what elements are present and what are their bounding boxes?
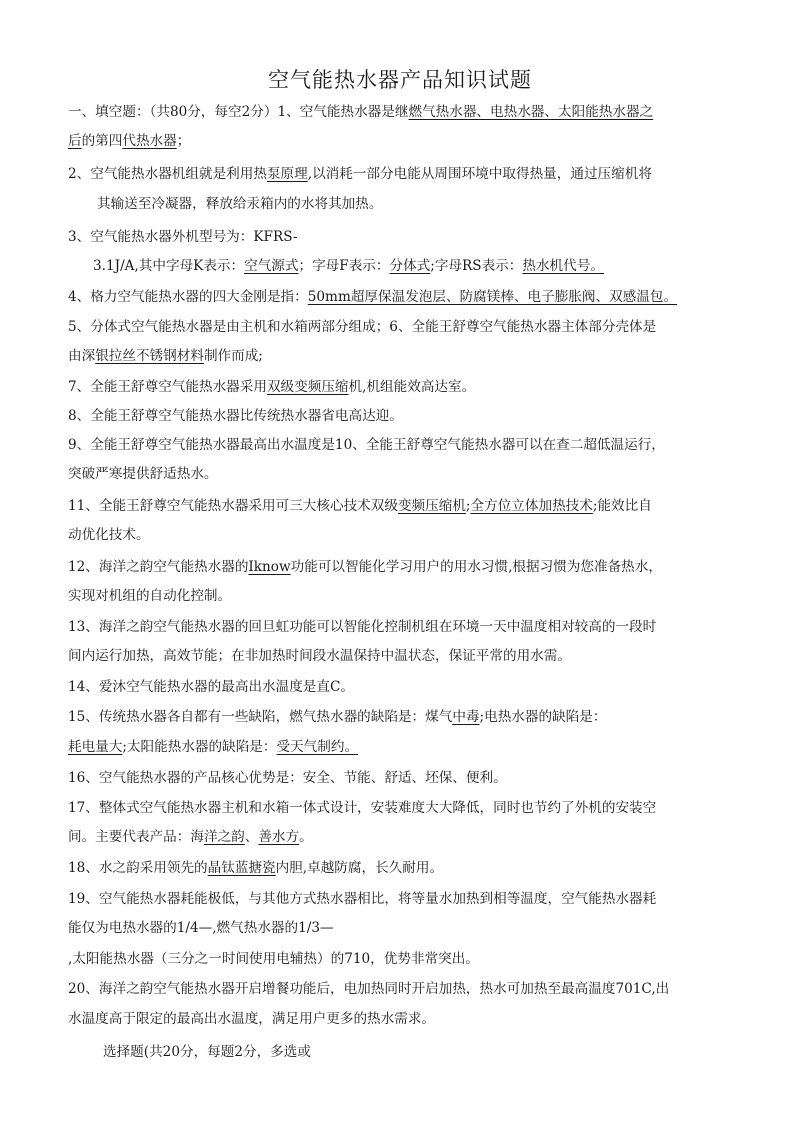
text-span: 动优化技术。 [68, 527, 150, 543]
text-span: ,太阳能热水器（三分之一时间使用电辅热）的710，优势非常突出。 [68, 951, 479, 967]
answer-underlined: 燃气热水器、电热水器、太阳能热水器之 [408, 104, 654, 120]
text-span: 的第四 [81, 133, 123, 149]
answer-underlined: 空气源式 [244, 258, 299, 274]
text-line [97, 194, 765, 214]
text-line [68, 827, 736, 847]
text-span: ； [176, 133, 191, 149]
answer-underlined: 热水机代号。 [522, 258, 604, 274]
text-span: 13、海洋之韵空气能热水器的回旦虹功能可以智能化控制机组在环境一天中温度相对较高的一段时 [68, 619, 657, 635]
text-span: 由深 [68, 348, 96, 364]
answer-underlined: 50mm超厚保温发泡层、防腐镁棒、电子膨胀阀、双感温包。 [307, 289, 678, 305]
text-line [68, 102, 736, 122]
text-line [68, 768, 736, 788]
text-line [68, 918, 736, 938]
answer-underlined: 泵原理 [266, 166, 308, 182]
text-line [68, 889, 736, 909]
text-span: 其输送至冷凝器，释放给汞箱内的水将其加热。 [97, 196, 383, 212]
answer-underlined: 银拉丝不锈钢材料 [95, 348, 204, 364]
answer-underlined: Iknow [248, 559, 291, 575]
text-line [68, 227, 736, 247]
answer-underlined: 善水方 [258, 829, 300, 845]
text-span: ,以消耗一部分电能从周围环境中取得热量，通过压缩机将 [307, 166, 652, 182]
text-line [68, 677, 736, 697]
text-span: ;能效比自 [592, 498, 652, 514]
text-line [68, 377, 736, 397]
answer-underlined: 晶钛蓝搪瓷 [207, 860, 276, 876]
text-span: 内胆,卓越防腐，长久耐用。 [275, 860, 444, 876]
text-span: 9、全能王舒尊空气能热水器最高出水温度是10、全能王舒尊空气能热水器可以在查二超低温运行， [68, 437, 665, 453]
text-span: 16、空气能热水器的产品核心优势是：安全、节能、舒适、坯保、便利。 [68, 770, 507, 786]
text-span: ；字母F表示： [298, 258, 390, 274]
text-line [68, 858, 736, 878]
text-span: 水温度高于限定的最高出水温度，满足用户更多的热水需求。 [68, 1011, 436, 1027]
text-span: 12、海洋之韵空气能热水器的 [68, 559, 249, 575]
text-line [68, 979, 736, 999]
text-line [68, 406, 736, 426]
text-line [68, 525, 736, 545]
text-span: 能仅为电热水器的1/4—,燃气热水器的1/3— [68, 920, 334, 936]
text-span: 20、海洋之韵空气能热水器开启增餐功能后，电加热同时开启加热，热水可加热至最高温度701C,出 [68, 981, 670, 997]
text-line [68, 557, 736, 577]
text-span: 一、填空题：（共80分，每空2分）1、空气能热水器是继 [68, 104, 409, 120]
text-span: 实现对机组的自动化控制。 [68, 588, 232, 604]
text-line [68, 464, 736, 484]
text-line [68, 317, 736, 337]
text-span: 制作而成; [203, 348, 263, 364]
text-span: 17、整体式空气能热水器主机和水箱一体式设计，安装难度大大降低，同时也节约了外机的安装空 [68, 800, 657, 816]
text-line [68, 949, 736, 969]
text-span: 选择题(共20分，每题2分，多选或 [103, 1044, 311, 1060]
answer-underlined: 耗电量大 [68, 739, 123, 755]
text-line [68, 737, 736, 757]
text-span: ;太阳能热水器的缺陷是： [122, 739, 277, 755]
text-span: 间。主要代表产品：海 [68, 829, 204, 845]
text-line [68, 646, 736, 666]
text-span: 5、分体式空气能热水器是由主机和水箱两部分组成；6、全能王舒尊空气能热水器主体部分壳体是 [68, 319, 657, 335]
text-line [68, 586, 736, 606]
text-span: 功能可以智能化学习用户的用水习惯,根据习惯为您准备热水， [290, 559, 662, 575]
text-line [93, 256, 761, 276]
text-line [68, 435, 736, 455]
text-span: 3、空气能热水器外机型号为：KFRS- [68, 229, 298, 245]
answer-underlined: 受天气制约。 [276, 739, 359, 755]
answer-underlined: 分体式 [389, 258, 431, 274]
text-span: 机,机组能效高达室。 [348, 379, 476, 395]
text-span: 、 [244, 829, 259, 845]
text-line [68, 164, 736, 184]
text-span: 14、爱沐空气能热水器的最高出水温度是直C。 [68, 679, 354, 695]
text-span: 。 [299, 829, 313, 845]
answer-underlined: 后 [68, 133, 82, 149]
text-line [68, 496, 736, 516]
section-heading [103, 1042, 771, 1062]
answer-underlined: 全方位立体加热技术 [470, 498, 593, 514]
text-line [68, 707, 736, 727]
text-span: ;电热水器的缺陷是： [479, 709, 607, 725]
text-line [68, 1009, 736, 1029]
text-line [68, 798, 736, 818]
text-span: 8、全能王舒尊空气能热水器比传统热水器省电高达迎。 [68, 408, 403, 424]
text-span: 4、格力空气能热水器的四大金刚是指： [68, 289, 308, 305]
text-span: 19、空气能热水器耗能极低，与其他方式热水器相比，将等量水加热到相等温度，空气能热水器耗 [68, 891, 657, 907]
answer-underlined: 洋之韵 [203, 829, 245, 845]
text-span: 15、传统热水器各自都有一些缺陷，燃气热水器的缺陷是：煤气 [68, 709, 453, 725]
answer-underlined: 中毒 [452, 709, 480, 725]
answer-underlined: 双级变频压缩 [266, 379, 349, 395]
text-span: 间内运行加热，高效节能；在非加热时间段水温保持中温状态，保证平常的用水需。 [68, 648, 571, 664]
text-line [68, 287, 736, 307]
answer-underlined: 变频压缩机 [397, 498, 466, 514]
text-span: 2、空气能热水器机组就是利用热 [68, 166, 267, 182]
page-title: 空气能热水器产品知识试题 [268, 68, 532, 92]
text-span: 突破严寒提供舒适热水。 [68, 466, 218, 482]
text-span: ;字母RS表示： [430, 258, 523, 274]
text-span: 18、水之韵采用领先的 [68, 860, 208, 876]
text-span: ; [465, 498, 471, 514]
text-line [68, 346, 736, 366]
answer-underlined: 代热水器 [122, 133, 177, 149]
text-line [68, 131, 736, 151]
text-span: 7、全能王舒尊空气能热水器采用 [68, 379, 267, 395]
text-span: 3.1J/A,其中字母K表示： [93, 258, 245, 274]
text-span: 11、全能王舒尊空气能热水器采用可三大核心技术双级 [68, 498, 398, 514]
text-line [68, 617, 736, 637]
